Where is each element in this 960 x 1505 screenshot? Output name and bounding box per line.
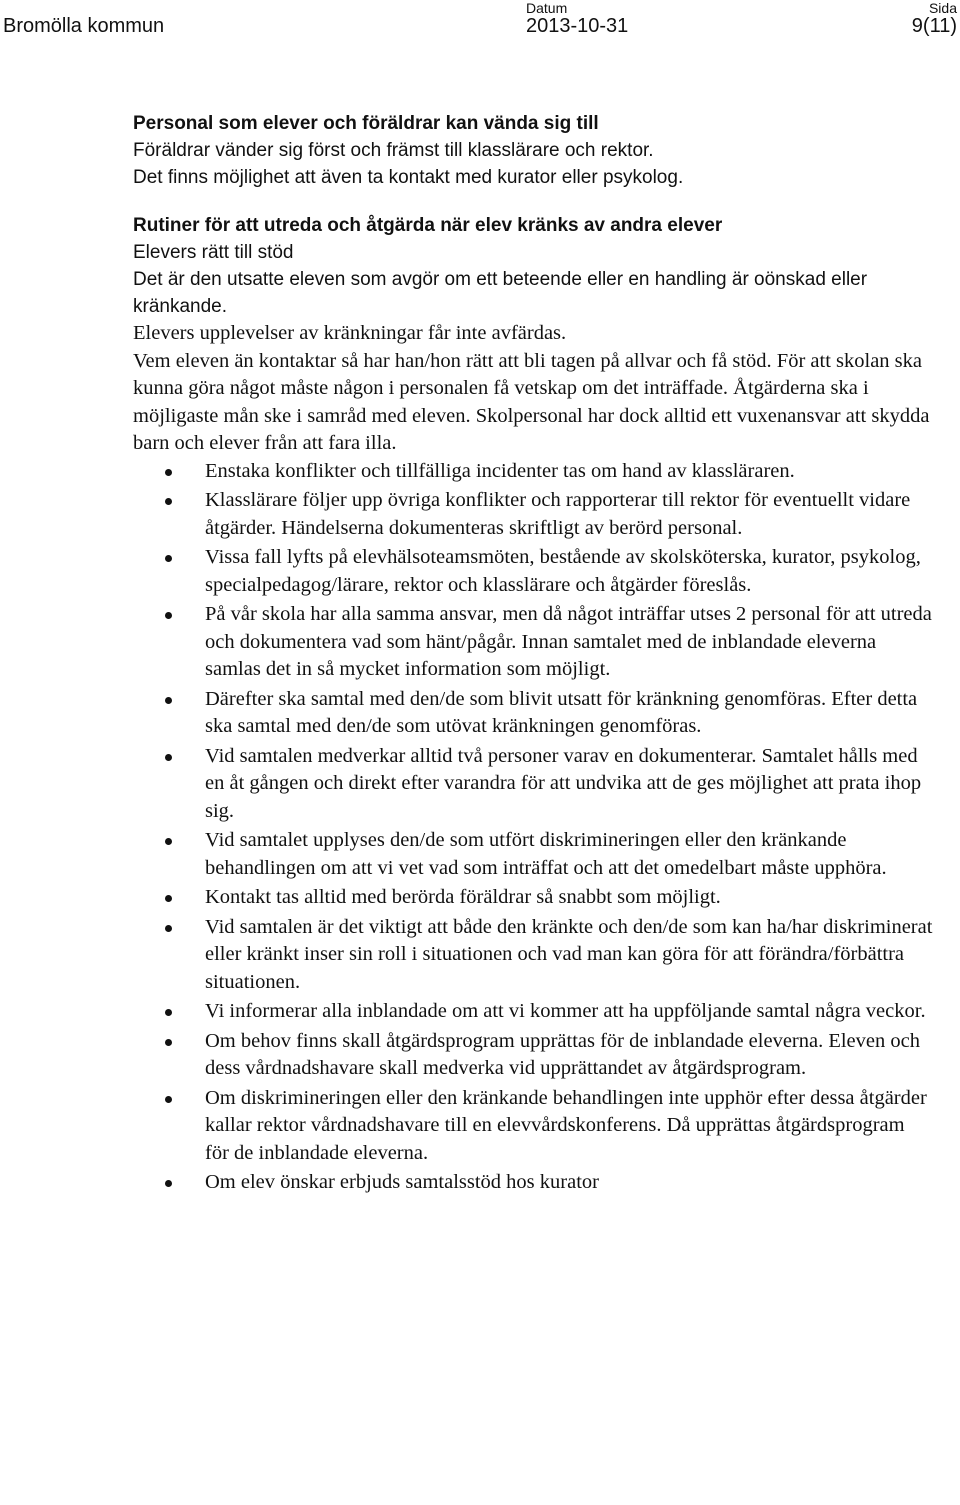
bullet-text: Vi informerar alla inblandade om att vi kommer att ha uppföljande samtal några veckor. [205,1000,926,1022]
bullet-text: Om elev önskar erbjuds samtalsstöd hos kurator [205,1171,599,1193]
bullet-text: Om behov finns skall åtgärdsprogram upprättas för de inblandade eleverna. Eleven och dess vårdnadshavare skall medverka vid upprättandet av åtgärdsprogram. [205,1029,920,1079]
bullet-item [133,544,933,599]
bullet-text: Vid samtalen är det viktigt att både den kränkte och den/de som kan ha/har diskriminerat eller kränkt inser sin roll i situationen och vad man kan göra för att förändra/förbättra situationen. [205,915,933,993]
bullet-text: Vissa fall lyfts på elevhälsoteamsmöten, bestående av skolsköterska, kurator, psykolog, specialpedagog/lärare, rektor och klasslärare och åtgärder föreslås. [205,546,921,596]
bullet-item [133,601,933,684]
section-heading-contacts: Personal som elever och föräldrar kan vända sig till [133,113,599,134]
bullet-text: Kontakt tas alltid med berörda föräldrar så snabbt som möjligt. [205,886,721,908]
routine-bullet-list [133,458,933,1197]
bullet-dot-icon [165,697,172,704]
bullet-text: Vid samtalet upplyses den/de som utfört diskrimineringen eller den kränkande behandlingen om att vi vet vad som inträffat och att det omedelbart måste upphöra. [205,829,887,879]
bullet-dot-icon [165,498,172,505]
document-body [133,110,933,1199]
bullet-item [133,458,933,486]
bullet-item [133,827,933,882]
bullet-text: Vid samtalen medverkar alltid två personer varav en dokumenterar. Samtalet hålls med en åt gången och direkt efter varandra för att undvika att de ges möjlighet att prata ihop sig. [205,744,922,822]
bullet-text: Enstaka konflikter och tillfälliga incidenter tas om hand av klassläraren. [205,459,795,482]
contacts-line-counselor: Det finns möjlighet att även ta kontakt med kurator eller psykolog. [133,167,684,188]
bullet-item [133,686,933,741]
bullet-text: Därefter ska samtal med den/de som blivit utsatt för kränkning genomföras. Efter detta ska samtal med den/de som utövat kränkningen genomföras. [205,687,918,737]
header-page-number: 9(11) [911,15,957,37]
bullet-dot-icon [165,1180,172,1187]
bullet-dot-icon [165,1039,172,1046]
bullet-item [133,1028,933,1083]
bullet-text: Klasslärare följer upp övriga konflikter och rapporterar till rektor för eventuellt vidare åtgärder. Händelserna dokumenteras skriftligt av berörd personal. [205,489,911,539]
bullet-item [133,1085,933,1168]
bullet-item [133,884,933,912]
bullet-dot-icon [165,1096,172,1103]
bullet-item [133,914,933,997]
section-subheading-support: Elevers rätt till stöd [133,242,294,263]
bullet-dot-icon [165,838,172,845]
bullet-dot-icon [165,754,172,761]
header-page-label: Sida [928,0,957,16]
bullet-item [133,487,933,542]
paragraph-taken-seriously: Vem eleven än kontaktar så har han/hon rätt att bli tagen på allvar och få stöd. För att skolan ska kunna göra något måste någon i personalen få vetskap om det inträffade. Åtgärderna ska i möjligaste mån ske i samråd med eleven. Skolpersonal har dock alltid ett vuxenansvar att skydda barn och elever från att fara illa. [133,349,930,454]
bullet-dot-icon [165,469,172,476]
bullet-item [133,743,933,826]
bullet-dot-icon [165,925,172,932]
header-date-label: Datum [526,0,568,16]
bullet-item [133,998,933,1026]
section-heading-routines: Rutiner för att utreda och åtgärda när elev kränks av andra elever [133,215,723,236]
bullet-item [133,1169,933,1197]
bullet-dot-icon [165,612,172,619]
header-organization: Bromölla kommun [3,15,165,37]
bullet-dot-icon [165,895,172,902]
contacts-line-parents: Föräldrar vänder sig först och främst till klasslärare och rektor. [133,140,654,161]
header-date: 2013-10-31 [526,15,629,37]
bullet-text: På vår skola har alla samma ansvar, men då något inträffar utses 2 personal för att utreda och dokumentera vad som hänt/pågår. Innan samtalet med de inblandade eleverna samlas det in så mycket information som möjligt. [205,603,932,680]
bullet-text: Om diskrimineringen eller den kränkande behandlingen inte upphör efter dessa åtgärder kallar rektor vårdnadshavare till en elevvårdskonferens. Då upprättas åtgärdsprogram för de inblandade eleverna. [205,1086,927,1164]
bullet-dot-icon [165,555,172,562]
bullet-dot-icon [165,1009,172,1016]
paragraph-victim-decides: Det är den utsatte eleven som avgör om ett beteende eller en handling är oönskad eller kränkande. [133,269,868,317]
paragraph-experiences: Elevers upplevelser av kränkningar får inte avfärdas. [133,322,567,344]
